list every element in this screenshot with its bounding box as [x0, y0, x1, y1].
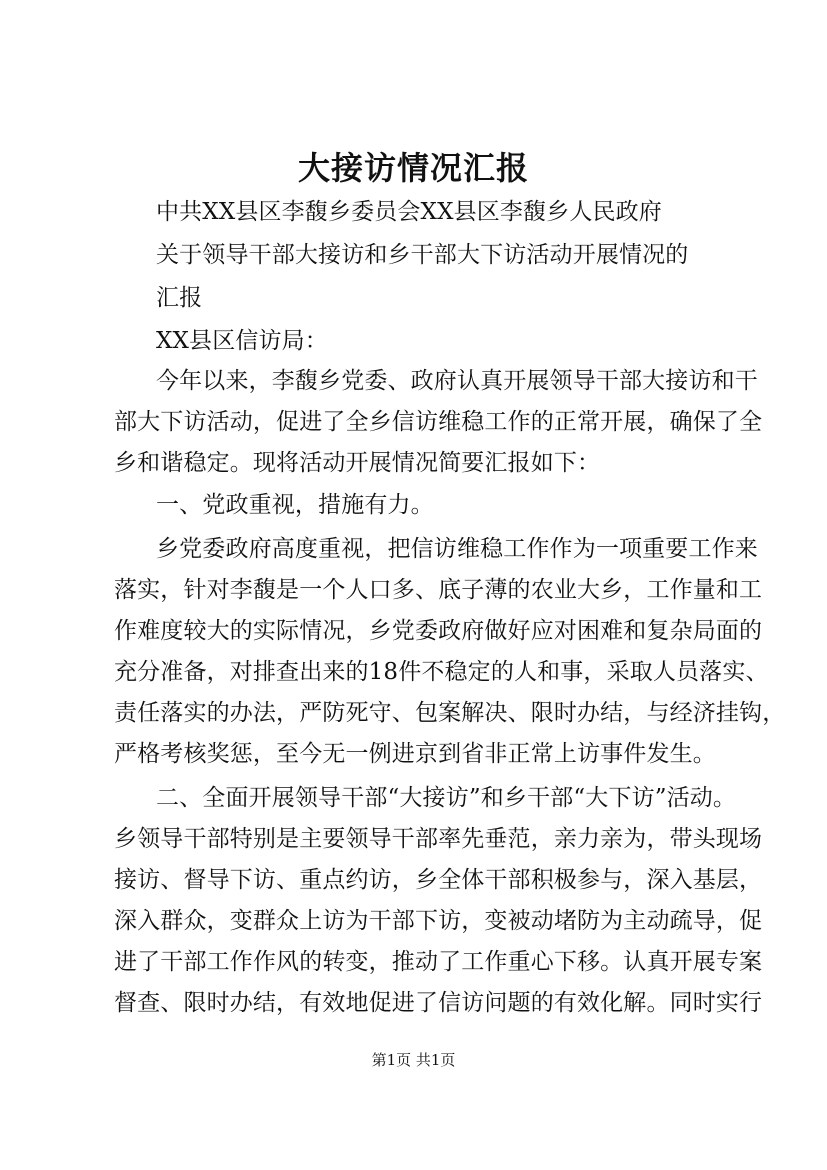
- body-line-9: 严格考核奖惩，至今无一例进京到省非正常上访事件发生。: [114, 741, 716, 767]
- body-line-14: 督查、限时办结，有效地促进了信访问题的有效化解。同时实行: [114, 990, 763, 1016]
- body-line-8: 责任落实的办法，严防死守、包案解决、限时办结，与经济挂钩，: [114, 700, 786, 726]
- body-line-13: 进了干部工作作风的转变，推动了工作重心下移。认真开展专案: [114, 949, 763, 975]
- body-line-12: 深入群众，变群众上访为干部下访，变被动堵防为主动疏导，促: [114, 908, 763, 934]
- body-line-6: 作难度较大的实际情况，乡党委政府做好应对困难和复杂局面的: [114, 618, 763, 644]
- section-heading-1: 一、党政重视，措施有力。: [156, 492, 434, 518]
- page-footer: 第1页 共1页: [371, 1051, 456, 1069]
- body-line-11: 接访、督导下访、重点约访，乡全体干部积极参与，深入基层，: [114, 867, 763, 893]
- body-line-4: 乡党委政府高度重视，把信访维稳工作作为一项重要工作来: [156, 536, 758, 562]
- recipient-line: XX县区信访局：: [156, 328, 328, 354]
- header-line-1: 中共XX县区李馥乡委员会XX县区李馥乡人民政府: [156, 199, 662, 225]
- body-line-7: 充分准备，对排查出来的18件不稳定的人和事，采取人员落实、: [114, 659, 769, 685]
- body-line-3: 乡和谐稳定。现将活动开展情况简要汇报如下：: [114, 450, 601, 476]
- header-line-2: 关于领导干部大接访和乡干部大下访活动开展情况的: [156, 242, 689, 268]
- body-line-2: 部大下访活动，促进了全乡信访维稳工作的正常开展，确保了全: [114, 409, 763, 435]
- body-line-1: 今年以来，李馥乡党委、政府认真开展领导干部大接访和干: [156, 368, 758, 394]
- document-title: 大接访情况汇报: [297, 149, 529, 187]
- section-heading-2: 二、全面开展领导干部“大接访”和乡干部“大下访”活动。: [156, 785, 737, 811]
- body-line-5: 落实，针对李馥是一个人口多、底子薄的农业大乡，工作量和工: [114, 577, 763, 603]
- body-line-10: 乡领导干部特别是主要领导干部率先垂范，亲力亲为，带头现场: [114, 826, 763, 852]
- header-line-3: 汇报: [156, 285, 203, 311]
